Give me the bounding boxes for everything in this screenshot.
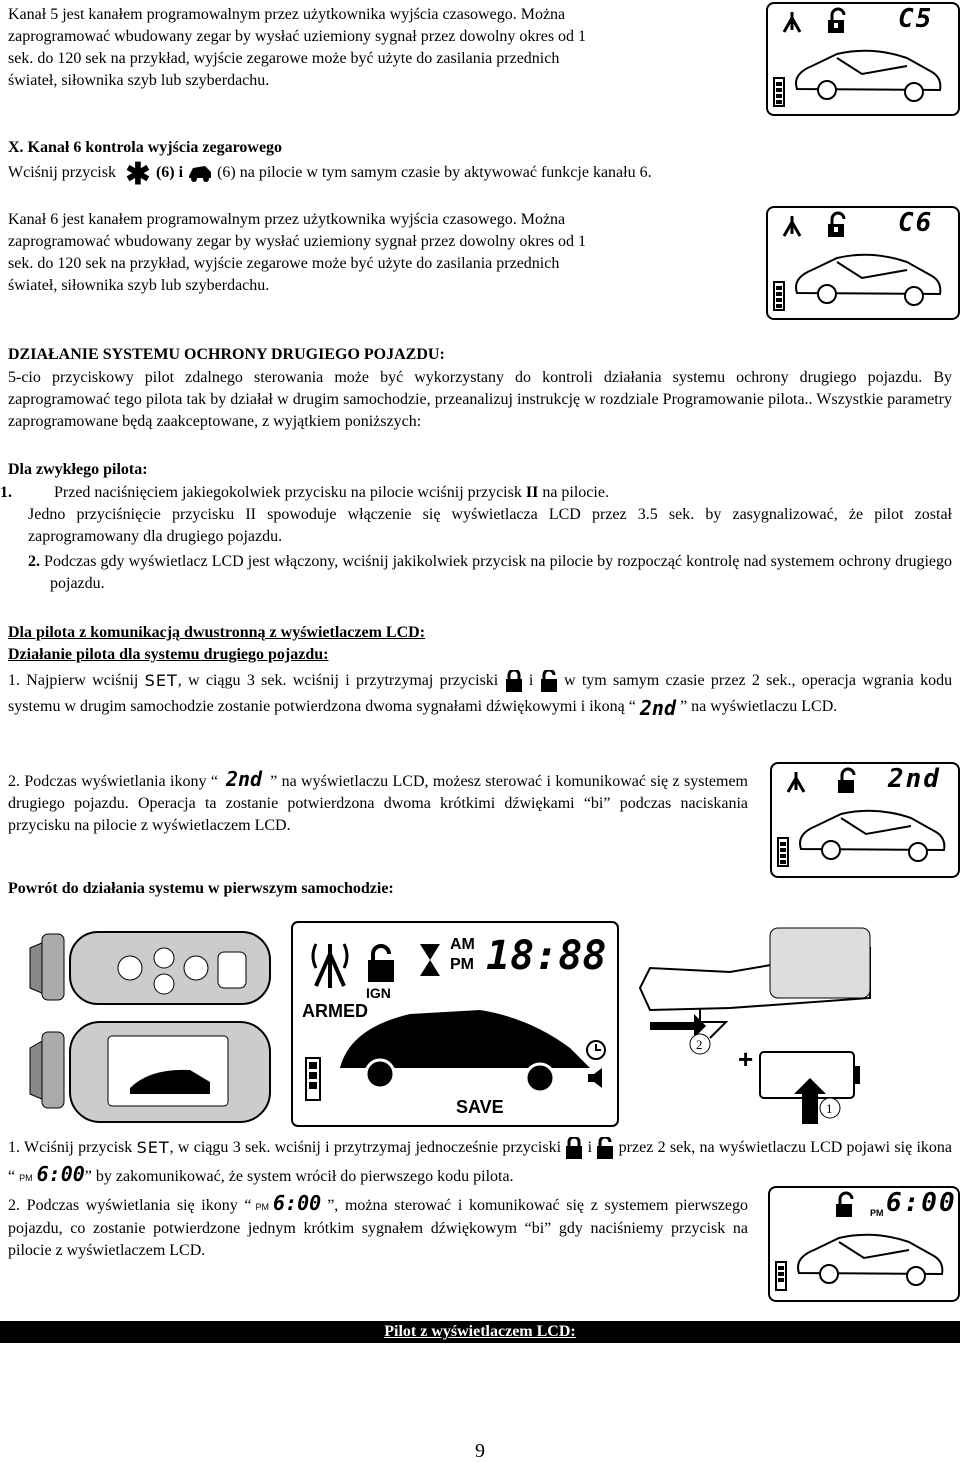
text-line: zaprogramować wbudowany zegar by wysłać uziemiony sygnał przez dowolny okres od 1 — [8, 233, 587, 250]
set-button-icon: SET — [144, 671, 178, 691]
return-step-2 — [8, 1192, 748, 1262]
step-number: 1. — [0, 484, 12, 501]
car-outline-icon — [796, 51, 940, 101]
lcd-remote-banner — [0, 1321, 960, 1343]
lock-icon — [565, 1137, 583, 1159]
pm-label: PM — [450, 956, 474, 973]
step-text: na pilocie. — [542, 484, 609, 501]
remote-bottom — [30, 1022, 270, 1122]
press-pre: Wciśnij przycisk — [8, 164, 116, 181]
set-button-icon: SET — [136, 1138, 170, 1158]
unlock-icon — [596, 1137, 614, 1159]
lock-icon — [505, 670, 523, 692]
lcd-step-1 — [8, 668, 952, 721]
step-text: ” by zakomunikować, że system wrócił do pierwszego kodu pilota. — [84, 1168, 514, 1186]
step-text: i — [587, 1139, 593, 1156]
lcd-time-icon: 6:00 — [273, 1191, 322, 1215]
step-text: ” na wyświetlaczu LCD, możesz sterować i komunikować się z systemem drugiego pojazdu. Operacja ta zostanie potwierdzona dwoma krótkimi dźwiękami “bi” podczas naciskania przycisku na pilocie z wyświetlaczem LCD. — [8, 773, 749, 834]
regular-remote-subheading: Dla zwykłego pilota: — [8, 461, 148, 478]
lcd-display-c5 — [766, 2, 960, 116]
step-text: przez 2 sek, na wyświetlaczu LCD pojawi się ikona “ — [8, 1139, 953, 1186]
car-outline-icon — [796, 255, 940, 305]
battery-icon — [774, 282, 784, 310]
pm-icon: PM — [255, 1202, 270, 1212]
second-vehicle-paragraph: 5-cio przyciskowy pilot zdalnego sterowania może być wykorzystany do kontroli działania systemu ochrony drugiego pojazdu. By zaprogramować tego pilota tak by działał w drugim samochodzie, przeanalizuj instrukcję w rozdziale Programowanie pilota.. Wszystkie parametry zaprogramowane będą zaakceptowane, z wyjątkiem poniższych: — [8, 369, 952, 430]
lcd-time-readout: 18:88 — [486, 933, 607, 979]
channel6-text — [8, 209, 748, 297]
battery-replacement — [640, 928, 870, 1124]
step-text: Podczas gdy wyświetlacz LCD jest włączony, wciśnij jakikolwiek przycisk na pilocie by rozpocząć kontrolę nad systemem ochrony drugiego pojazdu. — [44, 553, 952, 592]
battery-icon — [776, 1262, 786, 1290]
antenna-icon — [784, 12, 800, 32]
step-text: , w ciągu 3 sek. wciśnij i przytrzymaj jednocześnie przyciski — [169, 1139, 562, 1156]
step-number: 2. — [28, 553, 40, 570]
second-vehicle-heading: DZIAŁANIE SYSTEMU OCHRONY DRUGIEGO POJAZDU: — [8, 346, 445, 363]
step-text: 2. Podczas wyświetlania ikony “ — [8, 773, 218, 790]
channel5-text — [8, 4, 748, 92]
lcd-2nd-icon: 2nd — [225, 767, 263, 791]
save-label: SAVE — [456, 1097, 504, 1117]
lcd-display-2nd — [770, 762, 960, 878]
press-post: (6) na pilocie w tym samym czasie by aktywować funkcje kanału 6. — [217, 164, 652, 181]
ign-label: IGN — [366, 985, 391, 1001]
lcd-step-2 — [8, 768, 748, 837]
lcd-time-icon: 6:00 — [36, 1162, 85, 1187]
step-marker-2: 2 — [696, 1037, 703, 1052]
banner-text: Pilot z wyświetlaczem LCD: — [384, 1323, 576, 1340]
section-x-heading: X. Kanał 6 kontrola wyjścia zegarowego — [8, 139, 283, 156]
lcd-display-c6 — [766, 206, 960, 320]
unlock-icon — [838, 769, 854, 793]
return-heading: Powrót do działania systemu w pierwszym samochodzie: — [8, 880, 394, 897]
lcd-remote-subheading: Dla pilota z komunikacją dwustronną z wyświetlaczem LCD: — [8, 624, 426, 641]
lcd-code: 6:00 — [886, 1188, 957, 1218]
step-text: Przed naciśnięciem jakiegokolwiek przycisku na pilocie wciśnij przycisk — [54, 484, 522, 501]
section-x-press-line — [8, 158, 652, 192]
text-line: sek. do 120 sek na przykład, wyjście zegarowe może być użyte do zasilania przednich — [8, 255, 560, 272]
page-number: 9 — [475, 1440, 485, 1462]
armed-label: ARMED — [302, 1001, 368, 1021]
pm-label: PM — [870, 1208, 884, 1218]
asterisk-button-icon: ✱ — [125, 158, 151, 192]
unlock-icon — [828, 213, 844, 237]
return-step-1 — [8, 1135, 952, 1191]
antenna-icon — [788, 772, 804, 792]
step-marker-1: 1 — [826, 1101, 833, 1116]
step-text: w tym samym czasie przez 2 sek., operacja wgrania kodu systemu w drugim samochodzie zostanie potwierdzona dwoma sygnałami dźwiękowymi i ikoną “ — [8, 672, 953, 716]
text-line: świateł, siłownika szyb lub szyberdachu. — [8, 277, 270, 294]
lcd-code: C5 — [898, 4, 934, 34]
battery-icon — [778, 838, 788, 866]
am-label: AM — [450, 936, 475, 953]
text-line: Kanał 6 jest kanałem programowalnym przez użytkownika wyjścia czasowego. Można — [8, 211, 566, 228]
antenna-icon — [784, 216, 800, 236]
text-line: Kanał 5 jest kanałem programowalnym przez użytkownika wyjścia czasowego. Można — [8, 6, 566, 23]
text-line: sek. do 120 sek na przykład, wyjście zegarowe może być użyte do zasilania przednich — [8, 50, 560, 67]
step-text: 2. Podczas wyświetlania się ikony “ — [8, 1197, 252, 1214]
step-text: , w ciągu 3 sek. wciśnij i przytrzymaj przyciski — [177, 672, 499, 689]
battery-icon — [774, 78, 784, 106]
lcd-code: C6 — [898, 208, 934, 238]
lcd-remote-subheading-2: Działanie pilota dla systemu drugiego pojazdu: — [8, 646, 329, 663]
step-continuation: Jedno przyciśnięcie przycisku II spowoduje włączenie się wyświetlacza LCD przez 3.5 sek. by zasygnalizować, że pilot został zaprogramowany dla drugiego pojazdu. — [28, 506, 952, 545]
lcd-display-600 — [768, 1186, 960, 1302]
text-line: świateł, siłownika szyb lub szyberdachu. — [8, 72, 270, 89]
pm-icon: PM — [19, 1173, 33, 1184]
regular-step-2 — [8, 551, 952, 595]
press-mid: (6) i — [155, 164, 184, 181]
step-text: ” na wyświetlaczu LCD. — [679, 698, 838, 716]
remote-diagram — [10, 918, 956, 1128]
car-outline-icon — [798, 1235, 942, 1285]
step-text: ”, można sterować i komunikować się z systemem pierwszego pojazdu, co zostanie potwierdzone jednym krótkim sygnałem dźwiękowym “bi” gdy naciśniemy przycisk na pilocie z wyświetlaczem LCD. — [8, 1197, 748, 1259]
lcd-2nd-icon: 2nd — [639, 695, 676, 720]
button-ii: II — [525, 484, 539, 501]
step-text: 1. Najpierw wciśnij — [8, 672, 139, 689]
unlock-icon — [540, 670, 558, 692]
step-text: 1. Wciśnij przycisk — [8, 1139, 133, 1156]
unlock-icon — [836, 1193, 852, 1217]
car-trunk-button-icon — [187, 162, 213, 184]
regular-step-1 — [0, 482, 952, 548]
lcd-code: 2nd — [888, 764, 941, 794]
unlock-icon — [828, 9, 844, 33]
remote-top — [30, 932, 270, 1004]
step-text: i — [528, 672, 534, 689]
text-line: zaprogramować wbudowany zegar by wysłać uziemiony sygnał przez dowolny okres od 1 — [8, 28, 587, 45]
car-outline-icon — [800, 811, 944, 861]
plus-sign: + — [738, 1044, 754, 1074]
